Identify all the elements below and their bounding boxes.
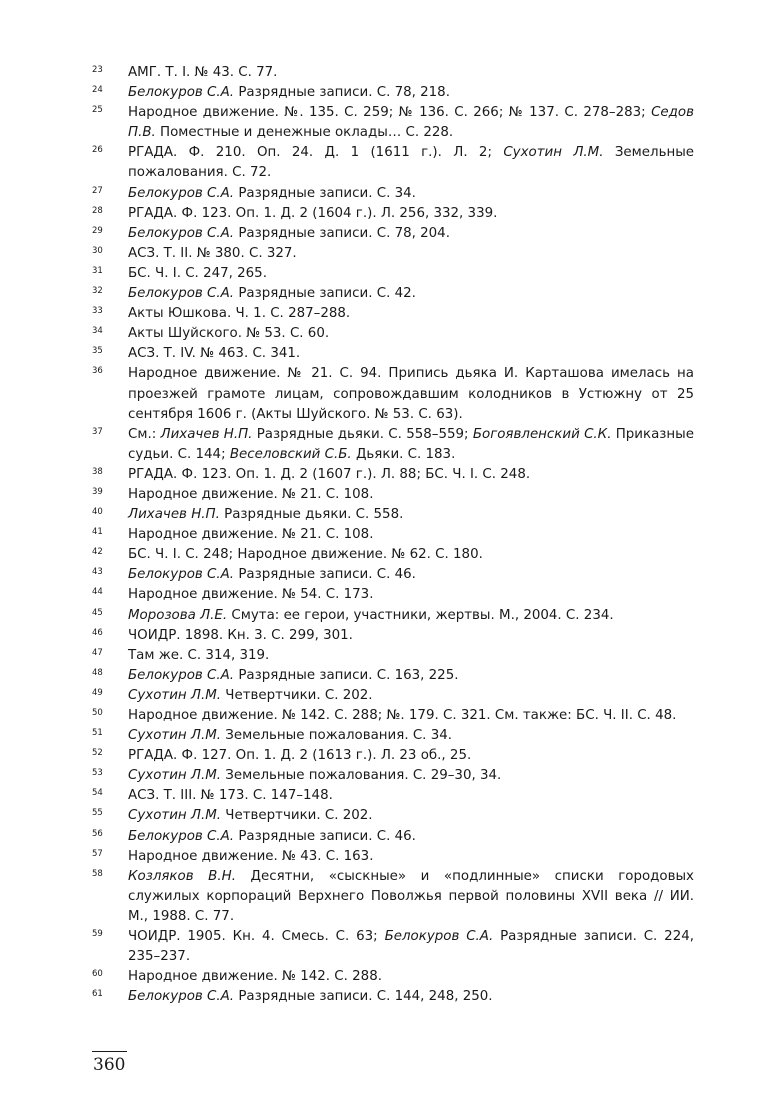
footnote: [92, 485, 694, 505]
footnote-text: [128, 967, 694, 987]
footnote-number: 32: [92, 286, 103, 297]
citation-text: Разрядные записи. С. 78, 218.: [234, 85, 450, 101]
footnote-text: [128, 324, 694, 344]
footnote-text: [128, 927, 694, 967]
citation-text: Разрядные дьяки. С. 558.: [219, 507, 404, 523]
footnote: [92, 224, 694, 244]
footnote-number: 35: [92, 346, 103, 357]
footnote: [92, 867, 694, 927]
footnote-text: [128, 425, 694, 465]
footnote-text: [128, 827, 694, 847]
footnote-text: [128, 867, 694, 927]
citation-text: Разрядные записи. С. 46.: [234, 567, 416, 583]
author-name: Белокуров С.А.: [128, 567, 235, 583]
author-name: Лихачев Н.П.: [160, 426, 253, 442]
footnote-text: [128, 83, 694, 103]
footnote: [92, 766, 694, 786]
citation-text: Разрядные записи. С. 46.: [234, 828, 416, 844]
footnote: [92, 827, 694, 847]
author-name: Белокуров С.А.: [128, 185, 235, 201]
citation-text: Четвертчики. С. 202.: [221, 687, 373, 703]
citation-text: Народное движение. № 142. С. 288.: [128, 969, 382, 985]
footnote-number: 43: [92, 567, 103, 578]
citation-text: Разрядные записи. С. 144, 248, 250.: [234, 989, 493, 1005]
footnote-number: 36: [92, 366, 103, 377]
citation-text: ЧОИДР. 1905. Кн. 4. Смесь. С. 63;: [128, 929, 385, 945]
citation-text: Там же. С. 314, 319.: [128, 647, 270, 663]
author-name: Сухотин Л.М.: [128, 728, 222, 744]
author-name: Сухотин Л.М.: [128, 808, 222, 824]
footnote: [92, 83, 694, 103]
author-name: Лихачев Н.П.: [128, 507, 220, 523]
citation-text: Разрядные записи. С. 78, 204.: [234, 225, 450, 241]
footnote: [92, 847, 694, 867]
footnote: [92, 686, 694, 706]
footnote-number: 47: [92, 647, 103, 658]
footnote-number: 44: [92, 587, 103, 598]
footnote-text: [128, 565, 694, 585]
footnote: [92, 204, 694, 224]
author-name: Белокуров С.А.: [384, 929, 494, 945]
footnote-text: [128, 626, 694, 646]
footnote-number: 40: [92, 507, 103, 518]
footnote-number: 48: [92, 667, 103, 678]
footnote-number: 24: [92, 85, 103, 96]
footnote-number: 23: [92, 65, 103, 75]
citation-text: Дьяки. С. 183.: [351, 446, 456, 462]
author-name: Белокуров С.А.: [128, 667, 235, 683]
footnote: [92, 525, 694, 545]
footnote-text: [128, 746, 694, 766]
author-name: Веселовский С.Б.: [229, 446, 352, 462]
footnote: [92, 967, 694, 987]
footnote: [92, 143, 694, 183]
citation-text: Народное движение. № 54. С. 173.: [128, 587, 374, 603]
footnote-text: [128, 726, 694, 746]
citation-text: БС. Ч. I. С. 248; Народное движение. № 62. С. 180.: [128, 547, 483, 563]
footnote-number: 33: [92, 306, 103, 317]
footnote-number: 60: [92, 969, 103, 980]
author-name: Козляков В.Н.: [128, 868, 236, 884]
citation-text: Народное движение. № 21. С. 94. Припись дьяка И. Карташова имелась на проезжей грамоте лицам, сопровождавшим колодников в Устюжну от 25 сентября 1606 г. (Акты Шуйского. № 53. С. 63).: [128, 366, 694, 422]
footnote-number: 37: [92, 426, 103, 437]
citation-text: АСЗ. Т. II. № 380. С. 327.: [128, 245, 297, 261]
footnote: [92, 244, 694, 264]
footnote-text: [128, 224, 694, 244]
footnote-text: [128, 284, 694, 304]
citation-text: Акты Шуйского. № 53. С. 60.: [128, 326, 330, 342]
footnote-text: [128, 465, 694, 485]
footnote: [92, 666, 694, 686]
footnote: [92, 465, 694, 485]
footnote-number: 27: [92, 185, 103, 196]
footnote-number: 52: [92, 748, 103, 759]
citation-text: ЧОИДР. 1898. Кн. 3. С. 299, 301.: [128, 627, 353, 643]
footnote-number: 42: [92, 547, 103, 558]
footnote-number: 34: [92, 326, 103, 337]
footnote: [92, 264, 694, 284]
citation-text: Народное движение. № 21. С. 108.: [128, 486, 374, 502]
citation-text: Земельные пожалования. С. 72.: [128, 145, 695, 181]
footnote-number: 28: [92, 205, 103, 216]
citation-text: Разрядные записи. С. 34.: [234, 185, 416, 201]
footnote-number: 41: [92, 527, 103, 538]
footnote: [92, 927, 694, 967]
author-name: Морозова Л.Е.: [128, 607, 228, 623]
footnote: [92, 606, 694, 626]
footnote-number: 26: [92, 145, 103, 156]
footnote: [92, 63, 694, 83]
footnote-number: 39: [92, 486, 103, 497]
footnote-text: [128, 786, 694, 806]
citation-text: Земельные пожалования. С. 34.: [221, 728, 452, 744]
citation-text: РГАДА. Ф. 210. Оп. 24. Д. 1 (1611 г.). Л. 2;: [128, 145, 504, 161]
footnote-number: 56: [92, 828, 103, 839]
citation-text: РГАДА. Ф. 123. Оп. 1. Д. 2 (1607 г.). Л. 88; БС. Ч. I. С. 248.: [128, 466, 531, 482]
citation-text: Разрядные записи. С. 163, 225.: [234, 667, 459, 683]
footnote: [92, 987, 694, 1007]
footnote: [92, 103, 694, 143]
footnote-text: [128, 143, 694, 183]
footnote-text: [128, 987, 694, 1007]
citation-text: Народное движение. № 21. С. 108.: [128, 527, 374, 543]
citation-text: Акты Юшкова. Ч. 1. С. 287–288.: [128, 306, 351, 322]
author-name: Седов П.В.: [128, 105, 694, 141]
footnote-text: [128, 806, 694, 826]
footnote-text: [128, 344, 694, 364]
footnote-number: 57: [92, 848, 103, 859]
footnote-text: [128, 63, 694, 83]
footnote: [92, 505, 694, 525]
footnote: [92, 565, 694, 585]
footnote-number: 53: [92, 768, 103, 779]
citation-text: Народное движение. №. 135. С. 259; № 136. С. 266; № 137. С. 278–283;: [128, 105, 652, 121]
citation-text: РГАДА. Ф. 123. Оп. 1. Д. 2 (1604 г.). Л. 256, 332, 339.: [128, 205, 498, 221]
citation-text: Разрядные дьяки. С. 558–559;: [252, 426, 473, 442]
author-name: Белокуров С.А.: [128, 286, 235, 302]
footnote-number: 31: [92, 265, 103, 276]
citation-text: Земельные пожалования. С. 29–30, 34.: [221, 768, 502, 784]
citation-text: БС. Ч. I. С. 247, 265.: [128, 265, 267, 281]
footnote-number: 25: [92, 105, 103, 116]
footnote: [92, 786, 694, 806]
footnote-number: 45: [92, 607, 103, 618]
footnote: [92, 364, 694, 424]
author-name: Сухотин Л.М.: [503, 145, 604, 161]
footnote: [92, 746, 694, 766]
footer-rule: [92, 1051, 127, 1052]
footnote: [92, 184, 694, 204]
footnote-text: [128, 103, 694, 143]
citation-text: РГАДА. Ф. 127. Оп. 1. Д. 2 (1613 г.). Л. 23 об., 25.: [128, 748, 472, 764]
author-name: Сухотин Л.М.: [128, 768, 222, 784]
citation-text: Смута: ее герои, участники, жертвы. М., 2004. С. 234.: [227, 607, 614, 623]
author-name: Белокуров С.А.: [128, 85, 235, 101]
author-name: Сухотин Л.М.: [128, 687, 222, 703]
footnote-number: 58: [92, 868, 103, 879]
footnote-text: [128, 244, 694, 264]
footnote-number: 61: [92, 989, 103, 1000]
footnote-number: 55: [92, 808, 103, 819]
footnote: [92, 324, 694, 344]
footnote-text: [128, 847, 694, 867]
footnote-number: 54: [92, 788, 103, 799]
footnote-text: [128, 485, 694, 505]
footnote-number: 49: [92, 687, 103, 698]
footnote: [92, 806, 694, 826]
footnotes-list: [92, 63, 694, 1007]
citation-text: См.:: [128, 426, 161, 442]
citation-text: Разрядные записи. С. 42.: [234, 286, 416, 302]
footnote: [92, 726, 694, 746]
footnote-text: [128, 525, 694, 545]
citation-text: АСЗ. Т. IV. № 463. С. 341.: [128, 346, 301, 362]
footnote-text: [128, 505, 694, 525]
citation-text: Приказные судьи. С. 144;: [128, 426, 694, 462]
citation-text: Народное движение. № 142. С. 288; №. 179. С. 321. См. также: БС. Ч. II. С. 48.: [128, 708, 677, 723]
footnote: [92, 284, 694, 304]
footnote-number: 51: [92, 728, 103, 739]
author-name: Белокуров С.А.: [128, 828, 235, 844]
citation-text: АСЗ. Т. III. № 173. С. 147–148.: [128, 788, 333, 804]
footnote-number: 29: [92, 225, 103, 236]
footnote-text: [128, 686, 694, 706]
footnote-number: 46: [92, 627, 103, 638]
footnote-number: 30: [92, 245, 103, 256]
citation-text: АМГ. Т. I. № 43. С. 77.: [128, 65, 278, 80]
footnote-text: [128, 766, 694, 786]
footnote-text: [128, 364, 694, 424]
footnote-text: [128, 264, 694, 284]
footnote-number: 38: [92, 466, 103, 477]
footnote: [92, 344, 694, 364]
footnote-text: [128, 666, 694, 686]
footnote-text: [128, 545, 694, 565]
citation-text: Четвертчики. С. 202.: [221, 808, 373, 824]
author-name: Богоявленский С.К.: [472, 426, 612, 442]
footnote-text: [128, 204, 694, 224]
footnote-text: [128, 706, 694, 726]
author-name: Белокуров С.А.: [128, 225, 235, 241]
author-name: Белокуров С.А.: [128, 989, 235, 1005]
footnote-text: [128, 304, 694, 324]
footnote: [92, 626, 694, 646]
page-number: 360: [93, 1055, 126, 1075]
footnote-text: [128, 646, 694, 666]
footnote-text: [128, 184, 694, 204]
footnote-number: 50: [92, 708, 103, 718]
citation-text: Народное движение. № 43. С. 163.: [128, 848, 374, 864]
footnote-text: [128, 585, 694, 605]
footnote: [92, 304, 694, 324]
footnote-number: 59: [92, 929, 103, 940]
footnote: [92, 425, 694, 465]
footnote: [92, 585, 694, 605]
footnote-text: [128, 606, 694, 626]
footnote: [92, 646, 694, 666]
citation-text: Десятни, «сыскные» и «подлинные» списки городовых служилых корпораций Верхнего Поволжья первой половины XVII века // ИИ. М., 1988. С. 77.: [128, 868, 694, 924]
citation-text: Поместные и денежные оклады… С. 228.: [155, 125, 454, 141]
footnote: [92, 545, 694, 565]
footnote: [92, 706, 694, 726]
citation-text: Разрядные записи. С. 224, 235–237.: [128, 929, 694, 965]
